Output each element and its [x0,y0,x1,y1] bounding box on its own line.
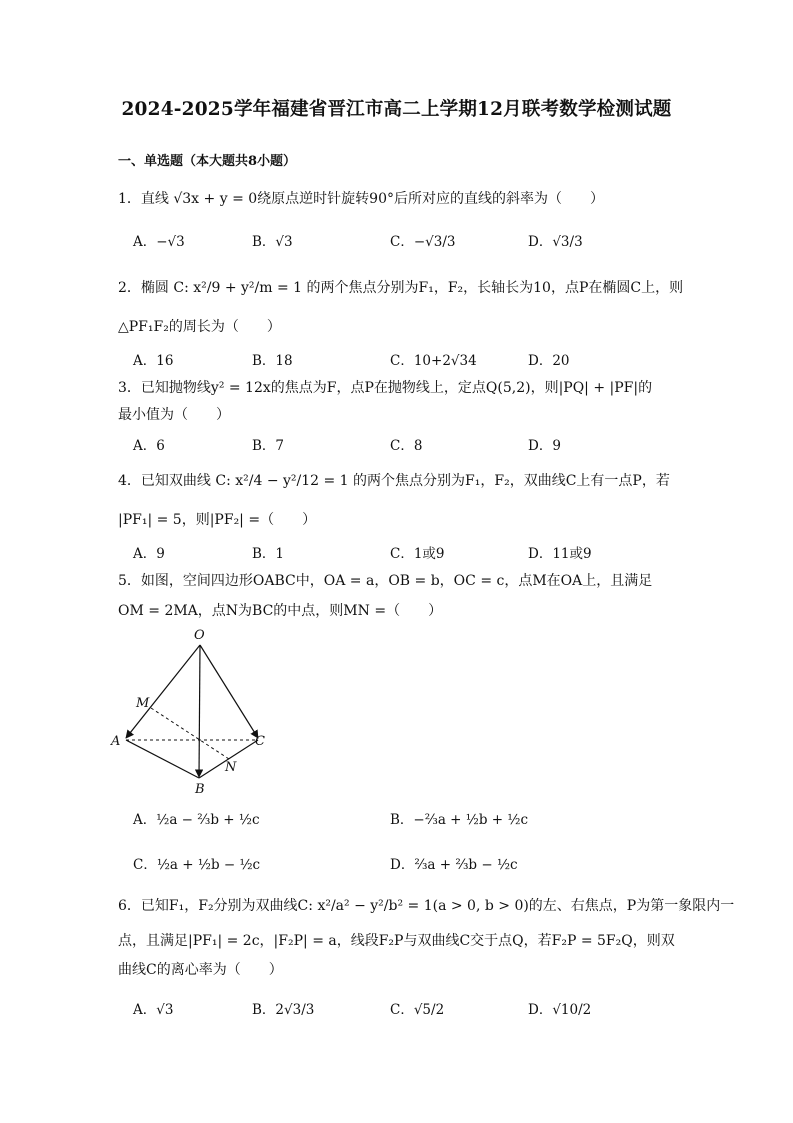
vector-oc [200,645,258,738]
question-6-stem-line-2: 点，且满足|PF₁| = 2c，|F₂P| = a，线段F₂P与双曲线C交于点Q，若F₂P = 5F₂Q，则双 [118,933,675,949]
question-3-option-c: C．8 [390,438,423,454]
question-4-option-a: A．9 [133,546,165,562]
question-1-option-a: A．−√3 [133,234,185,250]
label-a: A [111,734,121,749]
question-4-stem-line-1: 4．已知双曲线 C: x²/4 − y²/12 = 1 的两个焦点分别为F₁，F₂，双曲线C上有一点P，若 [118,473,670,489]
question-6-option-c: C．√5/2 [390,1002,445,1018]
question-3-option-b: B．7 [252,438,285,454]
tetrahedron-figure [108,625,278,800]
vector-oa [126,645,200,738]
question-1-option-d: D．√3/3 [528,234,583,250]
question-2-option-c: C．10+2√34 [390,353,477,369]
edge-ab [126,740,199,778]
label-n: N [225,760,237,775]
question-2-stem-line-2: △PF₁F₂的周长为（ ） [118,319,281,335]
segment-mn-dashed [151,708,229,759]
label-o: O [194,628,205,643]
question-2-option-a: A．16 [133,353,174,369]
question-3-stem-line-1: 3．已知抛物线y² = 12x的焦点为F，点P在抛物线上，定点Q(5,2)，则|PQ| + |PF|的 [118,380,653,396]
question-3-option-d: D．9 [528,438,561,454]
question-5-stem-line-2: OM = 2MA，点N为BC的中点，则MN =（ ） [118,603,443,619]
question-2-option-d: D．20 [528,353,570,369]
question-5-option-d: D．⅔a + ⅔b − ½c [390,857,518,873]
question-2-stem-line-1: 2．椭圆 C: x²/9 + y²/m = 1 的两个焦点分别为F₁，F₂，长轴长为10，点P在椭圆C上，则 [118,280,684,296]
question-5-option-c: C．½a + ½b − ½c [133,857,261,873]
question-6-stem-line-1: 6．已知F₁，F₂分别为双曲线C: x²/a² − y²/b² = 1(a > 0, b > 0)的左、右焦点，P为第一象限内一 [118,898,735,914]
label-m: M [136,696,150,711]
page-title: 2024-2025学年福建省晋江市高二上学期12月联考数学检测试题 [121,99,672,120]
label-c: C [255,734,265,749]
question-5-option-b: B．−⅔a + ½b + ½c [390,812,529,828]
question-5-stem-line-1: 5．如图，空间四边形OABC中，OA = a，OB = b，OC = c，点M在OA上，且满足 [118,573,653,589]
question-6-option-a: A．√3 [133,1002,174,1018]
question-6-option-b: B．2√3/3 [252,1002,315,1018]
question-5-option-a: A．½a − ⅔b + ½c [133,812,260,828]
question-4-stem-line-2: |PF₁| = 5，则|PF₂| =（ ） [118,512,317,528]
question-4-option-c: C．1或9 [390,546,445,562]
question-4-option-d: D．11或9 [528,546,592,562]
question-6-stem-line-3: 曲线C的离心率为（ ） [118,962,283,978]
question-1-option-b: B．√3 [252,234,293,250]
question-3-stem-line-2: 最小值为（ ） [118,407,230,423]
vector-ob [199,645,200,777]
question-4-option-b: B．1 [252,546,285,562]
question-6-option-d: D．√10/2 [528,1002,592,1018]
section-heading: 一、单选题（本大题共8小题） [118,154,297,169]
question-3-option-a: A．6 [133,438,165,454]
question-2-option-b: B．18 [252,353,293,369]
question-1-option-c: C．−√3/3 [390,234,456,250]
label-b: B [195,782,205,797]
question-1-stem: 1．直线 √3x + y = 0绕原点逆时针旋转90°后所对应的直线的斜率为（ ） [118,191,604,207]
